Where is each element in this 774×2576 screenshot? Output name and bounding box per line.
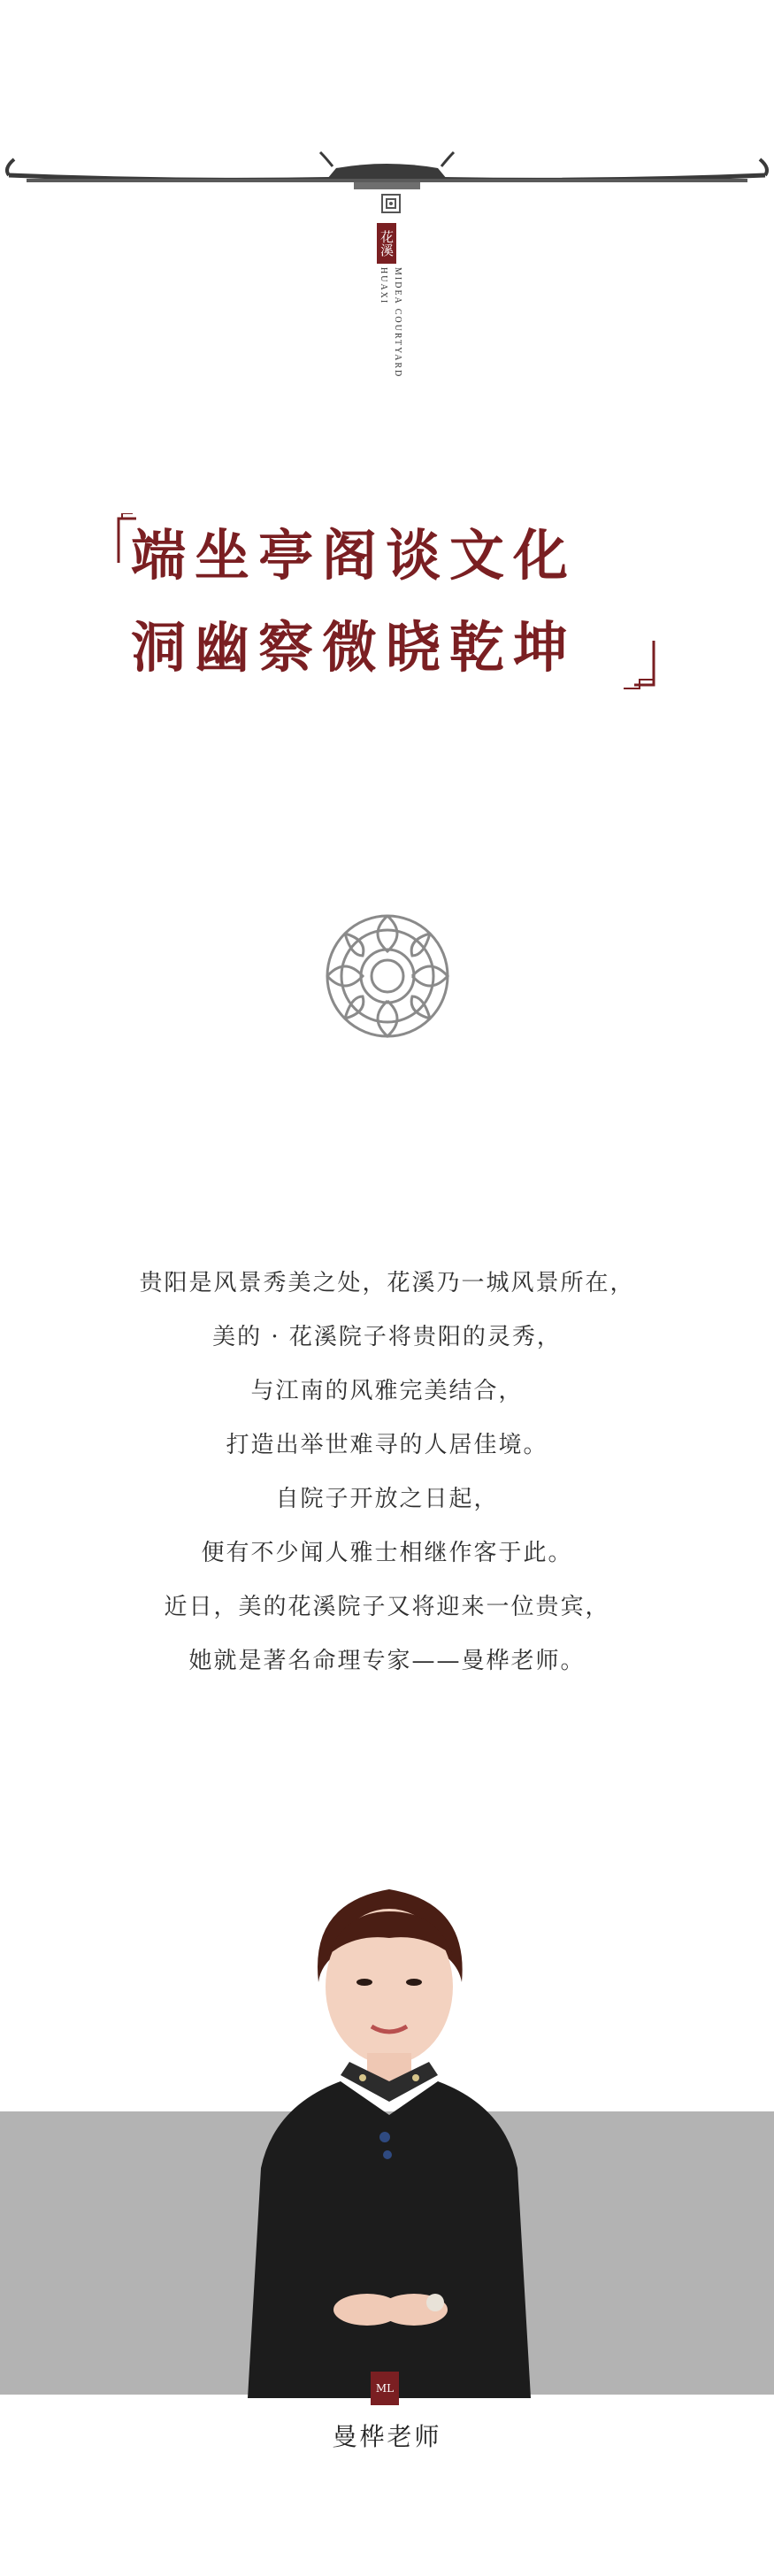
intro-line: 便有不少闻人雅士相继作客于此。 bbox=[201, 1540, 573, 1566]
intro-line: 美的 · 花溪院子将贵阳的灵秀， bbox=[212, 1324, 562, 1350]
headline-line-2: 洞幽察微晓乾坤 bbox=[131, 615, 578, 680]
intro-line: 打造出举世难寻的人居佳境。 bbox=[226, 1432, 548, 1458]
intro-line: 贵阳是风景秀美之处，花溪乃一城风景所在， bbox=[139, 1270, 635, 1296]
brand-mark: 花溪 bbox=[377, 223, 396, 264]
brand-main-text: MIDEA COURTYARD bbox=[393, 267, 402, 379]
intro-text bbox=[53, 1257, 721, 1688]
roof-eave-icon bbox=[0, 133, 774, 195]
portrait-seal: ML bbox=[371, 2372, 399, 2405]
lattice-emblem-icon bbox=[323, 911, 452, 1041]
portrait-photo bbox=[212, 1849, 566, 2398]
seal-icon bbox=[380, 193, 402, 214]
intro-line: 与江南的风雅完美结合， bbox=[250, 1378, 524, 1404]
corner-bracket-icon bbox=[615, 637, 659, 690]
intro-line: 近日，美的花溪院子又将迎来一位贵宾， bbox=[164, 1594, 610, 1620]
portrait-caption: 曼桦老师 bbox=[332, 2422, 442, 2451]
headline-line-1: 端坐亭阁谈文化 bbox=[131, 523, 578, 588]
intro-line: 自院子开放之日起， bbox=[275, 1486, 499, 1512]
intro-line: 她就是著名命理专家——曼桦老师。 bbox=[188, 1648, 586, 1674]
brand-sub-text: HUAXI bbox=[379, 267, 388, 305]
